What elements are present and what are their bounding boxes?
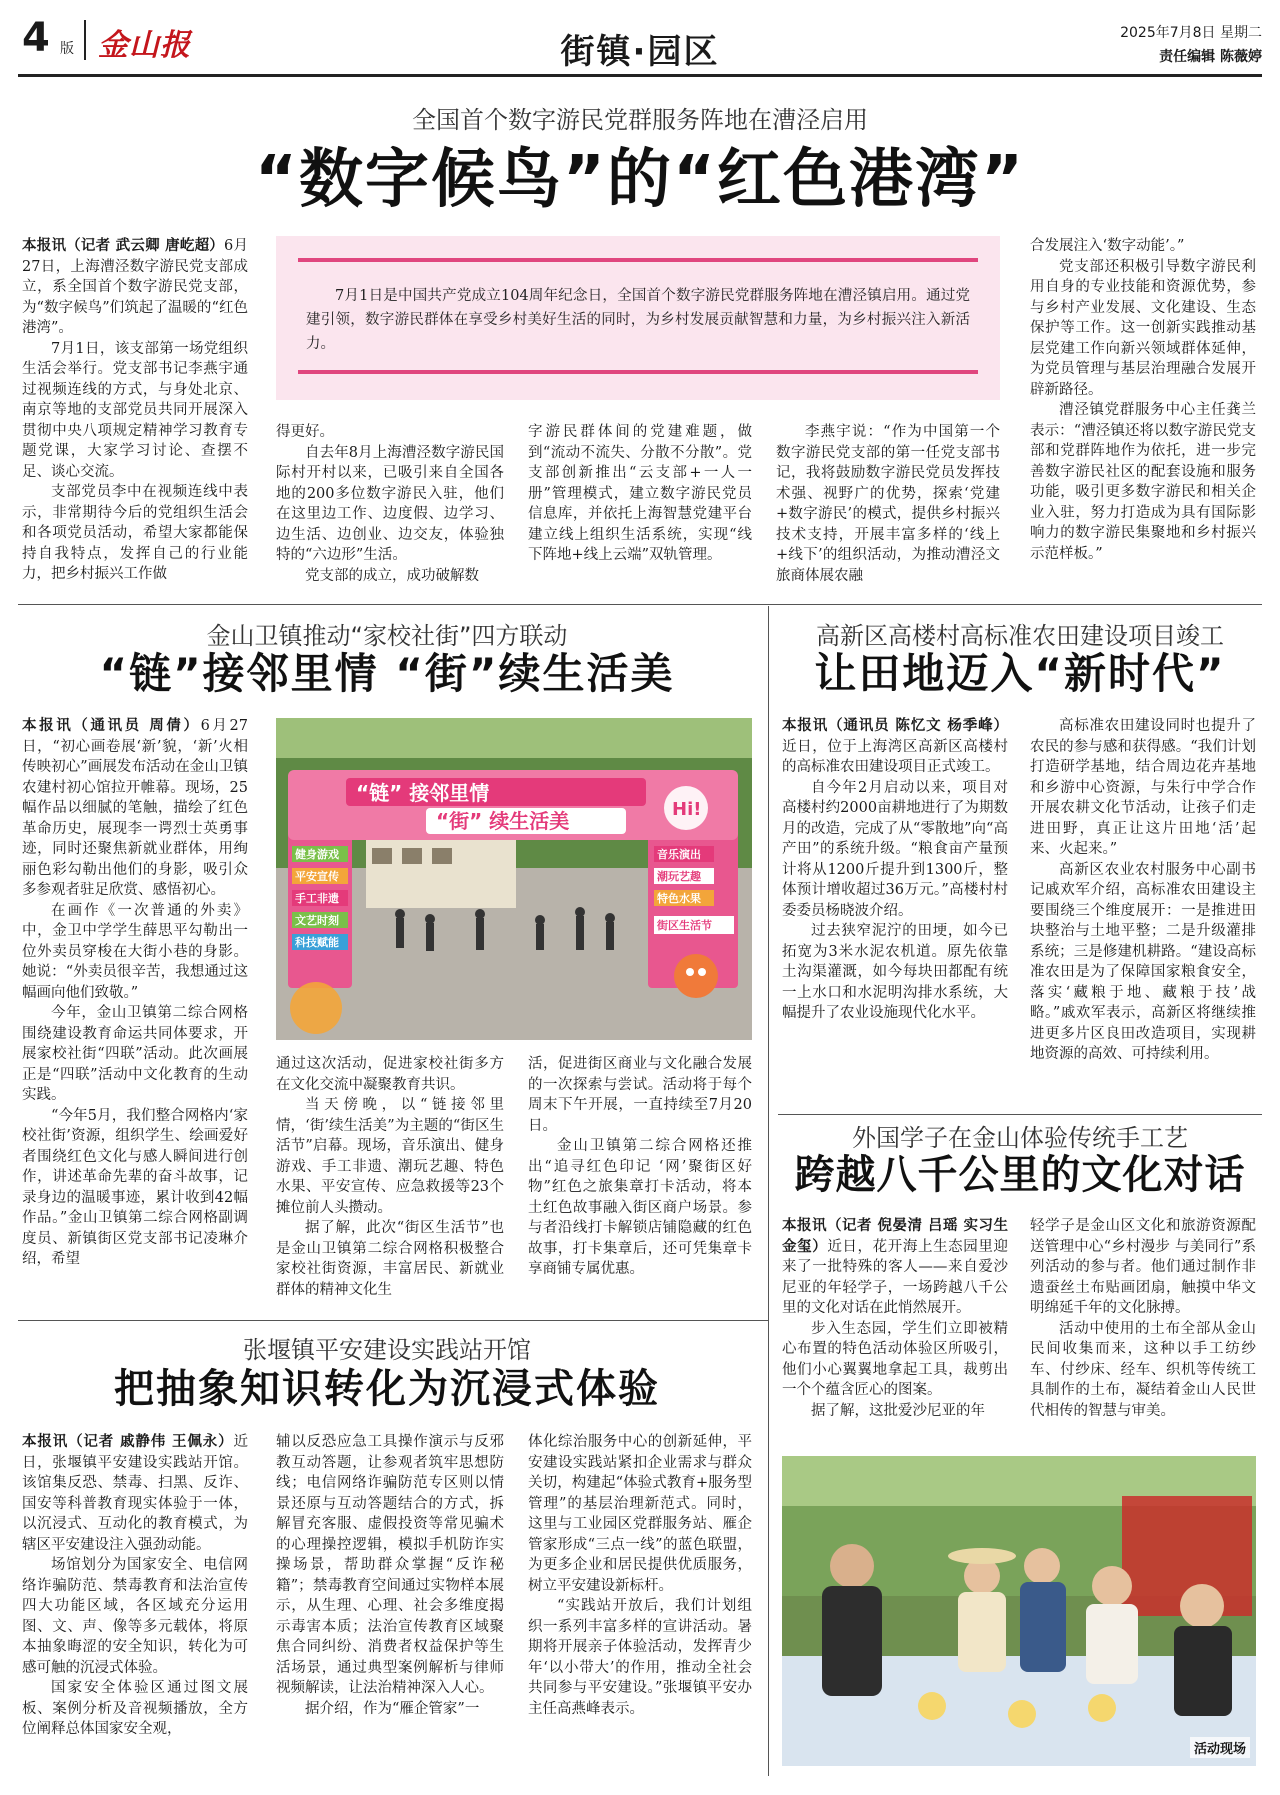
mascot: [674, 954, 718, 998]
article4-text: 步入生态园，学生们立即被精心布置的特色活动体验区所吸引，他们小心翼翼地拿起工具，裁剪出一个个蕴含匠心的图案。: [782, 1320, 1008, 1398]
hi-text: Hi!: [672, 799, 702, 820]
article2-column-3: [528, 1054, 752, 1312]
article1-column-2: [276, 422, 504, 588]
article5-byline: 本报讯（记者 戚静伟 王佩永）: [22, 1434, 234, 1450]
responsible-editor: 责任编辑 陈薇婷: [1159, 49, 1262, 65]
article5-text: 场馆划分为国家安全、电信网络诈骗防范、禁毒教育和法治宣传四大功能区域，各区域充分运用图、文、声、像等多元载体，将原本抽象晦涩的安全知识，转化为可感可触的沉浸式体验。: [22, 1557, 248, 1676]
article5-text: “实践站开放后，我们计划组织一系列丰富多样的宣讲活动。暑期将开展亲子体验活动，发挥青少年‘以小带大’的作用，推动全社会共同参与平安建设。”张堰镇平安办主任高燕峰表示。: [528, 1598, 752, 1717]
article5-kicker: 张堰镇平安建设实践站开馆: [243, 1336, 531, 1364]
article3-headline: 让田地迈入“新时代”: [814, 649, 1226, 698]
article1-headline: “数字候鸟”的“红色港湾”: [254, 143, 1026, 217]
article2-byline: 本报讯（通讯员 周倩）: [22, 718, 201, 734]
article1-column-5: [1030, 236, 1256, 588]
article2-text: 6月27日，“初心画卷展‘新’貌，‘新’火相传映初心”画展发布活动在金山卫镇农建村初心馆拉开帷幕。现场，25幅作品以细腻的笔触，描绘了红色革命历史，展现李一谔烈士英勇事迹，同时还聚焦新就业群体，用绚丽色彩勾勒出他们的身影，吸引众多参观者驻足欣赏、感悟初心。: [22, 718, 248, 898]
article5-column-3: [528, 1432, 752, 1778]
article1-kicker: 全国首个数字游民党群服务阵地在漕泾启用: [412, 106, 868, 134]
newspaper-logo: 金山报: [98, 28, 191, 63]
article3-column-1: [782, 716, 1008, 1106]
divider: [778, 1114, 1262, 1115]
article1-text: 党支部的成立，成功破解数: [305, 567, 479, 584]
article2-text: 通过这次活动，促进家校社街多方在文化交流中凝聚教育共识。: [276, 1056, 504, 1093]
page-suffix: 版: [60, 41, 74, 57]
article3-text: 高新区农业农村服务中心副书记戚欢军介绍，高标准农田建设主要围绕三个维度展开：一是推进田块整治与土地平整；二是升级灌排系统；三是修建机耕路。“建设高标准农田是为了保障国家粮食安全，落实‘藏粮于地、藏粮于技’战略。”戚欢军表示，高新区将继续推进更多片区良田改造项目，实现耕地资源的高效、可持续利用。: [1030, 861, 1256, 1062]
booth-label-right: 音乐演出: [657, 848, 701, 861]
article5-column-1: [22, 1432, 248, 1778]
article1-byline: 本报讯（记者 武云卿 唐屹超）: [22, 238, 225, 254]
article1-text: 7月1日，该支部第一场党组织生活会举行。党支部书记李燕宇通过视频连线的方式，与身处北京、南京等地的支部党员共同开展深入贯彻中央八项规定精神学习教育专题党课，大家学习讨论、查摆不足、谈心交流。: [22, 340, 248, 480]
article2-headline: “链”接邻里情 “街”续生活美: [99, 649, 675, 698]
article5-text: 国家安全体验区通过图文展板、案例分析及音视频播放，全方位阐释总体国家安全观，: [22, 1680, 248, 1737]
booth-label-right: 特色水果: [657, 892, 701, 905]
header-divider: [84, 20, 86, 60]
article1-column-1: [22, 236, 248, 588]
article4-column-2: [1030, 1216, 1256, 1442]
booth-label-right: 街区生活节: [657, 919, 712, 932]
article4-text: 轻学子是金山区文化和旅游资源配送管理中心“乡村漫步 与美同行”系列活动的参与者。他们通过制作非遗蚕丝土布贴画团扇，触摸中华文明绵延千年的文化脉搏。: [1030, 1218, 1256, 1316]
article5-text: 辅以反恐应急工具操作演示与反邪教互动答题，让参观者筑牢思想防线；电信网络诈骗防范专区则以情景还原与互动答题结合的方式，拆解冒充客服、虚假投资等常见骗术的心理操控逻辑，模拟手机防诈实操场景，帮助群众掌握“反诈秘籍”；禁毒教育空间通过实物样本展示，从生理、心理、社会多维度揭示毒害本质；法治宣传教育区域聚焦合同纠纷、消费者权益保护等生活场景，通过典型案例解析与律师视频解读，让法治精神深入人心。: [276, 1434, 504, 1696]
article5-text: 近日，张堰镇平安建设实践站开馆。该馆集反恐、禁毒、扫黑、反诈、国安等科普教育现实体验于一体，以沉浸式、互动化的教育模式，为辖区平安建设注入强劲动能。: [22, 1434, 248, 1553]
article4-kicker: 外国学子在金山体验传统手工艺: [852, 1124, 1188, 1152]
booth-label-left: 科技赋能: [295, 936, 339, 949]
article1-text: 支部党员李中在视频连线中表示，非常期待今后的党组织生活会和各项党员活动，希望大家都能保持自我特点，发挥自己的行业能力，把乡村振兴工作做: [22, 484, 248, 582]
sky-patch: [276, 718, 752, 758]
article2-text: 当天傍晚，以“链接邻里情，‘街’续生活美”为主题的“街区生活节”启幕。现场，音乐演出、健身游戏、手工非遗、潮玩艺趣、特色水果、平安宣传、应急救援等23个摊位前人头攒动。: [276, 1097, 504, 1216]
summary-bottom-bar: [298, 370, 978, 374]
article3-text: 高标准农田建设同时也提升了农民的参与感和获得感。“我们计划打造研学基地，结合周边花卉基地和乡游中心资源，与朱行中学合作开展农耕文化节活动，让孩子们走进田野，真正让这片田地‘活’起来、火起来。”: [1030, 718, 1256, 857]
street-festival-illustration: [276, 718, 752, 1040]
article1-text: 自去年8月上海漕泾数字游民国际村开村以来，已吸引来自全国各地的200多位数字游民入驻，他们在这里边工作、边度假、边学习、边生活、边创业、边交友，体验独特的“六边形”生活。: [276, 444, 504, 563]
article4-byline: 本报讯（记者 倪晏清 吕瑶 实习生 金玺）: [782, 1218, 1008, 1255]
article5-headline: 把抽象知识转化为沉浸式体验: [114, 1366, 660, 1412]
article3-text: 过去狭窄泥泞的田埂，如今已拓宽为3米水泥农机道。原先依靠土沟渠灌溉，如今每块田都配有统一上水口和水泥明沟排水系统，大幅提升了农业设施现代化水平。: [782, 923, 1008, 1021]
divider: [18, 604, 1262, 605]
article1-text: 李燕宇说：“作为中国第一个数字游民党支部的第一任党支部书记，我将鼓励数字游民党员发挥技术强、视野广的优势，探索‘党建+数字游民’的模式，提供乡村振兴技术支持，开展丰富多样的‘线上+线下’的组织活动，为推动漕泾文旅商体展农融: [776, 424, 1000, 584]
article3-text: 自今年2月启动以来，项目对高楼村约2000亩耕地进行了为期数月的改造，完成了从“零散地”向“高产田”的系统升级。“粮食亩产量预计将从1200斤提升到1300斤，整体预计增收超过36万元。”高楼村村委委员杨晓波介绍。: [782, 779, 1008, 919]
article2-text: 在画作《一次普通的外卖》中，金卫中学学生薛思平勾勒出一位外卖员穿梭在大街小巷的身影。她说：“外卖员很辛苦，我想通过这幅画向他们致敬。”: [22, 902, 248, 1001]
article2-column-1: [22, 716, 248, 1312]
article2-text: “今年5月，我们整合网格内‘家校社街’资源，组织学生、绘画爱好者围绕红色文化与感人瞬间进行创作，讲述革命先辈的奋斗故事，记录身边的温暖事迹，累计收到42幅作品。”金山卫镇第二综合网格副调度员、新镇街区党支部书记凌琳介绍，希望: [22, 1107, 248, 1267]
article5-column-2: [276, 1432, 504, 1778]
article2-text: 活，促进街区商业与文化融合发展的一次探索与尝试。活动将于每个周末下午开展，一直持续至7月20日。: [528, 1056, 752, 1134]
booth-label-right: 潮玩艺趣: [657, 870, 701, 883]
arch-text-2: “街” 续生活美: [436, 809, 570, 833]
article4-text: 活动中使用的土布全部从金山民间收集而来，这种以手工纺纱车、付纱床、经车、织机等传统工具制作的土布，凝结着金山人民世代相传的智慧与审美。: [1030, 1320, 1256, 1419]
article1-text: 字游民群体间的党建难题，做到“流动不流失、分散不分散”。党支部创新推出“云支部+一人一册”管理模式，建立数字游民党员信息库，并依托上海智慧党建平台建立线上组织生活系统，实现“线下阵地+线上云端”双轨管理。: [528, 424, 752, 563]
article3-column-2: [1030, 716, 1256, 1106]
vertical-divider: [768, 606, 769, 1776]
article4-photo: [782, 1456, 1256, 1766]
article1-summary: 7月1日是中国共产党成立104周年纪念日，全国首个数字游民党群服务阵地在漕泾镇启用。通过党建引领，数字游民群体在享受乡村美好生活的同时，为乡村发展贡献智慧和力量，为乡村振兴注入新活力。: [306, 288, 970, 352]
article2-column-2: [276, 1054, 504, 1312]
article1-text: 漕泾镇党群服务中心主任龚兰表示：“漕泾镇还将以数字游民党支部和党群阵地作为依托，进一步完善数字游民社区的配套设施和服务功能，吸引更多数字游民和相关企业入驻，努力打造成为具有国际影响力的数字游民集聚地和乡村振兴示范样板。”: [1030, 402, 1256, 562]
divider: [18, 1320, 768, 1321]
article5-text: 体化综治服务中心的创新延伸，平安建设实践站紧扣企业需求与群众关切，构建起“体验式教育+服务型管理”的基层治理新范式。同时，这里与工业园区党群服务站、雁企管家形成“三点一线”的蓝色联盟，为更多企业和居民提供优质服务，树立平安建设新标杆。: [528, 1434, 752, 1594]
article4-text: 近日，花开海上生态园里迎来了一批特殊的客人——来自爱沙尼亚的年轻学子，一场跨越八千公里的文化对话在此悄然展开。: [782, 1238, 1008, 1316]
photo-caption: 活动现场: [1190, 1737, 1250, 1758]
article2-text: 今年，金山卫镇第二综合网格围绕建设教育命运共同体要求，开展家校社街“四联”活动。此次画展正是“四联”活动中文化教育的生动实践。: [22, 1005, 248, 1103]
article1-column-3: [528, 422, 752, 588]
article1-summary-box: [276, 236, 1000, 400]
article1-text: 得更好。: [276, 424, 334, 440]
article2-text: 据了解，此次“街区生活节”也是金山卫镇第二综合网格积极整合家校社街资源，丰富居民、新就业群体的精神文化生: [276, 1220, 504, 1298]
article2-photo: [276, 718, 752, 1040]
article1-text: 党支部还积极引导数字游民利用自身的专业技能和资源优势，参与乡村产业发展、文化建设、生态保护等工作。这一创新实践推动基层党建工作向新兴领域群体延伸，为党员管理与基层治理融合发展开辟新路径。: [1030, 258, 1256, 398]
booth-label-left: 手工非遗: [295, 892, 339, 905]
booth-label-left: 文艺时刻: [295, 914, 339, 927]
article1-text: 6月27日，上海漕泾数字游民党支部成立，系全国首个数字游民党支部，为“数字候鸟”们筑起了温暖的“红色港湾”。: [22, 238, 248, 336]
booth-label-left: 健身游戏: [295, 848, 339, 861]
craft-activity-illustration: [782, 1456, 1256, 1766]
booth-label-left: 平安宣传: [295, 870, 339, 883]
article3-byline: 本报讯（通讯员 陈忆文 杨季峰）: [782, 718, 1008, 734]
article2-text: 金山卫镇第二综合网格还推出“追寻红色印记 ‘网’聚街区好物”红色之旅集章打卡活动，将本土红色故事融入街区商户场景。参与者沿线打卡解锁店铺隐藏的红色故事，打卡集章后，还可凭集章卡享商铺专属优惠。: [528, 1138, 752, 1277]
article1-text: 合发展注入‘数字动能’。”: [1030, 238, 1185, 254]
article3-kicker: 高新区高楼村高标准农田建设项目竣工: [816, 622, 1224, 650]
header-rule: [18, 74, 1262, 77]
article4-column-1: [782, 1216, 1008, 1442]
article4-text: 据了解，这批爱沙尼亚的年: [811, 1402, 985, 1419]
article5-text: 据介绍，作为“雁企管家”一: [305, 1700, 480, 1717]
page-number: 4: [22, 15, 50, 61]
article3-text: 近日，位于上海湾区高新区高楼村的高标准农田建设项目正式竣工。: [782, 738, 1008, 775]
article1-column-4: [776, 422, 1000, 588]
article2-kicker: 金山卫镇推动“家校社街”四方联动: [206, 622, 568, 650]
summary-top-bar: [298, 258, 978, 262]
arch-text-1: “链” 接邻里情: [356, 781, 490, 805]
article4-headline: 跨越八千公里的文化对话: [794, 1152, 1246, 1198]
section-title: 街镇·园区: [560, 32, 720, 72]
orange-decoration: [290, 982, 342, 1034]
issue-date: 2025年7月8日 星期二: [1120, 25, 1262, 41]
